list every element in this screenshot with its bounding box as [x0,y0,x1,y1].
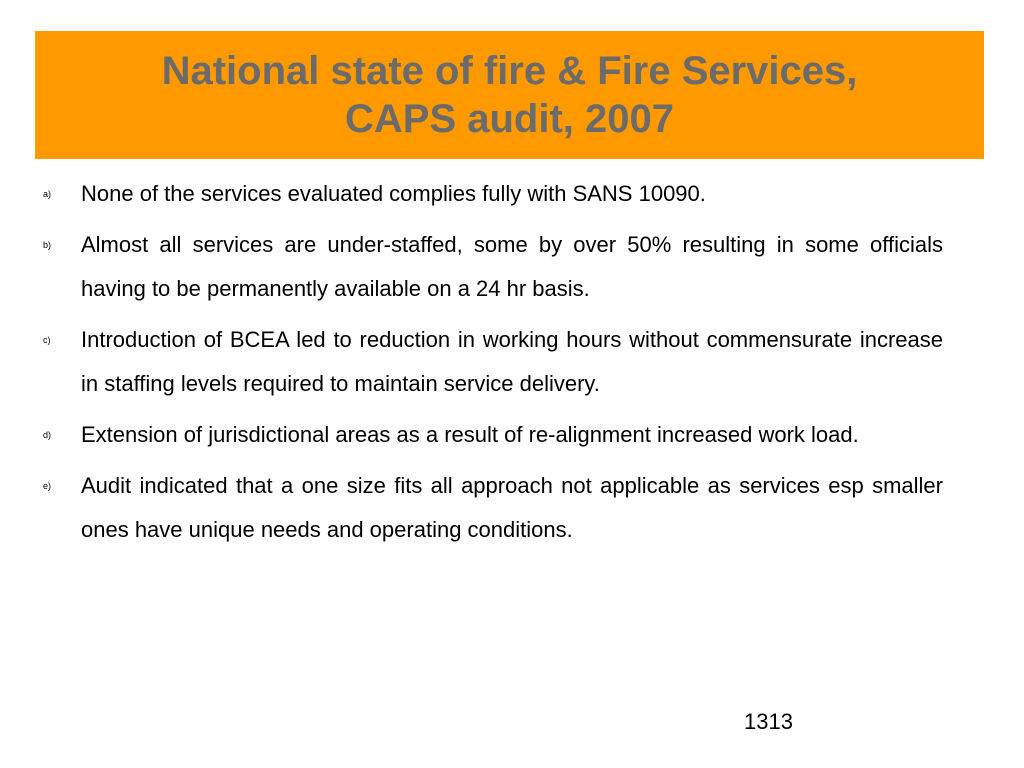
bullet-text: Extension of jurisdictional areas as a result of re-alignment increased work load. [81,422,859,447]
bullet-text: Audit indicated that a one size fits all approach not applicable as services esp smaller ones have unique needs and operating conditions. [81,473,943,542]
bullet-text: Almost all services are under-staffed, some by over 50% resulting in some officials having to be permanently available on a 24 hr basis. [81,232,943,301]
slide-title-line-1: National state of fire & Fire Services, [161,49,858,93]
slide-title-line-2: CAPS audit, 2007 [344,97,674,141]
bullet-text: Introduction of BCEA led to reduction in working hours without commensurate increase in staffing levels required to maintain service delivery. [81,327,943,396]
bullet-marker: c) [43,335,51,345]
bullet-item-b [36,223,943,311]
slide-title [162,47,858,143]
bullet-text: None of the services evaluated complies fully with SANS 10090. [81,181,706,206]
title-banner [35,31,984,159]
bullet-item-e [36,464,943,552]
bullet-item-d [36,413,943,457]
bullet-marker: b) [43,240,52,250]
bullet-item-a [36,172,943,216]
bullet-item-c [36,318,943,406]
bullet-marker: d) [43,430,52,440]
bullet-list [36,172,943,559]
bullet-marker: e) [43,481,52,491]
page-number: 1313 [744,709,793,734]
bullet-marker: a) [43,189,52,199]
